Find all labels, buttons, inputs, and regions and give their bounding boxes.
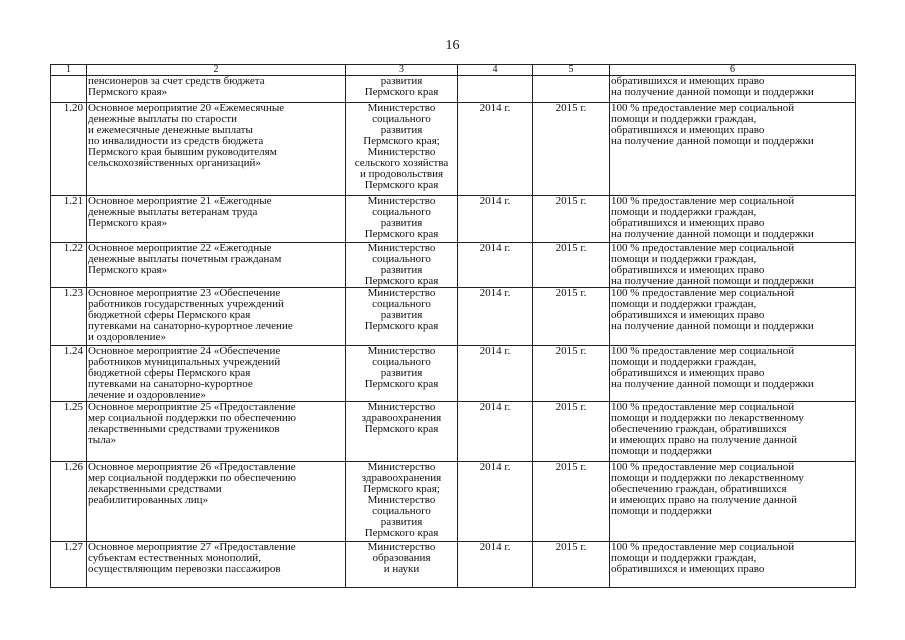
measure-name-line: Пермского края» [88, 264, 168, 276]
expected-result-line: помощи и поддержки [611, 505, 712, 517]
measure-name-line: реабилитированных лиц» [88, 494, 209, 506]
measure-name [87, 76, 346, 103]
measure-name [87, 542, 346, 588]
expected-result-line: 100 % предоставление мер социальной [611, 401, 795, 413]
end-year: 2015 г. [533, 243, 610, 288]
measure-name-line: тыла» [88, 434, 117, 446]
measure-name [87, 243, 346, 288]
expected-result-line: помощи и поддержки граждан, [611, 206, 757, 218]
executor-line: Министерство [367, 541, 436, 553]
expected-result [610, 243, 856, 288]
expected-result [610, 288, 856, 346]
measure-name [87, 288, 346, 346]
measure-name [87, 462, 346, 542]
measure-name-line: осуществляющим перевозки пассажиров [88, 563, 281, 575]
executor [346, 288, 458, 346]
executor-line: Пермского края [364, 320, 439, 332]
measure-name [87, 103, 346, 196]
executor [346, 402, 458, 462]
expected-result-line: 100 % предоставление мер социальной [611, 541, 795, 553]
start-year: 2014 г. [458, 462, 533, 542]
column-header: 4 [458, 65, 533, 76]
measure-name-line: бюджетной сферы Пермского края [88, 367, 251, 379]
expected-result-line: на получение данной помощи и поддержки [611, 86, 814, 98]
expected-result [610, 542, 856, 588]
expected-result-line: на получение данной помощи и поддержки [611, 275, 814, 287]
expected-result-line: обратившихся и имеющих право [611, 563, 765, 575]
executor-line: и продовольствия [359, 168, 444, 180]
executor-line: Министерство [367, 195, 436, 207]
executor-line: Пермского края [364, 378, 439, 390]
column-header: 5 [533, 65, 610, 76]
expected-result-line: обеспечению граждан, обратившихся [611, 483, 787, 495]
start-year: 2014 г. [458, 542, 533, 588]
expected-result-line: 100 % предоставление мер социальной [611, 461, 795, 473]
executor-line: развития [380, 75, 423, 87]
expected-result-line: помощи и поддержки граждан, [611, 253, 757, 265]
start-year: 2014 г. [458, 103, 533, 196]
expected-result-line: на получение данной помощи и поддержки [611, 228, 814, 240]
measure-name [87, 402, 346, 462]
end-year [533, 76, 610, 103]
table-row [51, 288, 856, 346]
executor-line: социального [372, 356, 431, 368]
column-header: 1 [51, 65, 87, 76]
executor-line: и науки [383, 563, 420, 575]
start-year: 2014 г. [458, 346, 533, 402]
measure-name-line: бюджетной сферы Пермского края [88, 309, 251, 321]
measure-name-line: лекарственными средствами [88, 483, 222, 495]
expected-result-line: обеспечению граждан, обратившихся [611, 423, 787, 435]
column-header: 2 [87, 65, 346, 76]
executor-line: развития [380, 516, 423, 528]
row-number: 1.20 [51, 103, 87, 196]
expected-result [610, 76, 856, 103]
measure-name-line: денежные выплаты ветеранам труда [88, 206, 258, 218]
measure-name-line: Основное мероприятие 20 «Ежемесячные [88, 102, 285, 114]
measure-name-line: Пермского края» [88, 86, 168, 98]
start-year: 2014 г. [458, 196, 533, 243]
expected-result-line: помощи и поддержки [611, 445, 712, 457]
table-row [51, 103, 856, 196]
expected-result-line: помощи и поддержки граждан, [611, 298, 757, 310]
executor [346, 462, 458, 542]
executor-line: Министерство [367, 242, 436, 254]
executor [346, 243, 458, 288]
measure-name-line: мер социальной поддержки по обеспечению [88, 412, 297, 424]
start-year: 2014 г. [458, 243, 533, 288]
table-row [51, 462, 856, 542]
measure-name-line: сельскохозяйственных организаций» [88, 157, 261, 169]
row-number: 1.22 [51, 243, 87, 288]
measure-name-line: и оздоровление» [88, 331, 166, 343]
executor-line: Пермского края [364, 228, 439, 240]
table-row [51, 402, 856, 462]
measure-name-line: Основное мероприятие 27 «Предоставление [88, 541, 296, 553]
executor [346, 542, 458, 588]
executor [346, 103, 458, 196]
measure-name [87, 196, 346, 243]
executor-line: Пермского края; [363, 135, 440, 147]
measure-name-line: пенсионеров за счет средств бюджета [88, 75, 265, 87]
expected-result-line: обратившихся и имеющих право [611, 217, 765, 229]
expected-result [610, 103, 856, 196]
executor-line: развития [380, 309, 423, 321]
expected-result-line: и имеющих право на получение данной [611, 494, 798, 506]
executor-line: Министерство [367, 401, 436, 413]
expected-result [610, 196, 856, 243]
expected-result-line: помощи и поддержки граждан, [611, 113, 757, 125]
page-number: 16 [445, 38, 460, 53]
expected-result-line: помощи и поддержки граждан, [611, 356, 757, 368]
expected-result-line: на получение данной помощи и поддержки [611, 135, 814, 147]
executor-line: социального [372, 298, 431, 310]
end-year: 2015 г. [533, 346, 610, 402]
table-header-row [51, 65, 856, 76]
end-year: 2015 г. [533, 462, 610, 542]
executor-line: развития [380, 367, 423, 379]
measure-name-line: Основное мероприятие 24 «Обеспечение [88, 345, 281, 357]
start-year: 2014 г. [458, 288, 533, 346]
measure-name-line: по инвалидности из средств бюджета [88, 135, 264, 147]
executor-line: Пермского края; [363, 483, 440, 495]
measure-name-line: лечение и оздоровление» [88, 389, 206, 401]
measure-name-line: Основное мероприятие 26 «Предоставление [88, 461, 296, 473]
executor-line: Министерство [367, 345, 436, 357]
expected-result-line: обратившихся и имеющих право [611, 309, 765, 321]
executor [346, 346, 458, 402]
executor-line: образования [372, 552, 431, 564]
expected-result-line: обратившихся и имеющих право [611, 75, 765, 87]
expected-result-line: помощи и поддержки граждан, [611, 552, 757, 564]
executor-line: Пермского края [364, 179, 439, 191]
executor-line: Министерство [367, 461, 436, 473]
expected-result-line: 100 % предоставление мер социальной [611, 102, 795, 114]
row-number: 1.24 [51, 346, 87, 402]
row-number: 1.25 [51, 402, 87, 462]
expected-result-line: 100 % предоставление мер социальной [611, 242, 795, 254]
measure-name-line: путевками на санаторно-курортное [88, 378, 253, 390]
measure-name-line: путевками на санаторно-курортное лечение [88, 320, 293, 332]
start-year: 2014 г. [458, 402, 533, 462]
executor-line: Министерство [367, 102, 436, 114]
executor-line: Министерство [367, 287, 436, 299]
executor-line: социального [372, 113, 431, 125]
expected-result-line: 100 % предоставление мер социальной [611, 345, 795, 357]
executor-line: Пермского края [364, 275, 439, 287]
row-number: 1.27 [51, 542, 87, 588]
measure-name-line: субъектам естественных монополий, [88, 552, 261, 564]
row-number: 1.23 [51, 288, 87, 346]
end-year: 2015 г. [533, 196, 610, 243]
measures-table [50, 64, 856, 588]
measure-name-line: работников государственных учреждений [88, 298, 284, 310]
expected-result [610, 462, 856, 542]
expected-result-line: и имеющих право на получение данной [611, 434, 798, 446]
expected-result-line: на получение данной помощи и поддержки [611, 378, 814, 390]
executor [346, 196, 458, 243]
end-year: 2015 г. [533, 542, 610, 588]
executor [346, 76, 458, 103]
row-number: 1.26 [51, 462, 87, 542]
end-year: 2015 г. [533, 288, 610, 346]
executor-line: развития [380, 124, 423, 136]
measure-name-line: денежные выплаты по старости [88, 113, 237, 125]
table-row [51, 542, 856, 588]
executor-line: развития [380, 217, 423, 229]
executor-line: развития [380, 264, 423, 276]
expected-result-line: помощи и поддержки по лекарственному [611, 472, 804, 484]
table-row [51, 243, 856, 288]
row-number [51, 76, 87, 103]
executor-line: социального [372, 505, 431, 517]
table-row [51, 346, 856, 402]
executor-line: социального [372, 206, 431, 218]
table-row [51, 76, 856, 103]
measure-name-line: и ежемесячные денежные выплаты [88, 124, 253, 136]
executor-line: Пермского края [364, 86, 439, 98]
measure-name [87, 346, 346, 402]
measure-name-line: Основное мероприятие 25 «Предоставление [88, 401, 296, 413]
end-year: 2015 г. [533, 103, 610, 196]
measure-name-line: работников муниципальных учреждений [88, 356, 281, 368]
expected-result-line: помощи и поддержки по лекарственному [611, 412, 804, 424]
measure-name-line: лекарственными средствами тружеников [88, 423, 280, 435]
executor-line: сельского хозяйства [354, 157, 449, 169]
expected-result [610, 402, 856, 462]
column-header: 6 [610, 65, 856, 76]
expected-result-line: обратившихся и имеющих право [611, 264, 765, 276]
executor-line: здравоохранения [361, 472, 442, 484]
measure-name-line: мер социальной поддержки по обеспечению [88, 472, 297, 484]
table-row [51, 196, 856, 243]
measure-name-line: Основное мероприятие 21 «Ежегодные [88, 195, 272, 207]
executor-line: Министерство [367, 146, 436, 158]
measure-name-line: Пермского края бывшим руководителям [88, 146, 277, 158]
measure-name-line: Основное мероприятие 23 «Обеспечение [88, 287, 281, 299]
executor-line: Пермского края [364, 423, 439, 435]
start-year [458, 76, 533, 103]
executor-line: здравоохранения [361, 412, 442, 424]
executor-line: Министерство [367, 494, 436, 506]
expected-result-line: на получение данной помощи и поддержки [611, 320, 814, 332]
measure-name-line: Пермского края» [88, 217, 168, 229]
executor-line: социального [372, 253, 431, 265]
executor-line: Пермского края [364, 527, 439, 539]
end-year: 2015 г. [533, 402, 610, 462]
expected-result-line: обратившихся и имеющих право [611, 124, 765, 136]
row-number: 1.21 [51, 196, 87, 243]
expected-result-line: 100 % предоставление мер социальной [611, 287, 795, 299]
column-header: 3 [346, 65, 458, 76]
measure-name-line: денежные выплаты почетным гражданам [88, 253, 282, 265]
expected-result-line: обратившихся и имеющих право [611, 367, 765, 379]
expected-result [610, 346, 856, 402]
expected-result-line: 100 % предоставление мер социальной [611, 195, 795, 207]
measure-name-line: Основное мероприятие 22 «Ежегодные [88, 242, 272, 254]
